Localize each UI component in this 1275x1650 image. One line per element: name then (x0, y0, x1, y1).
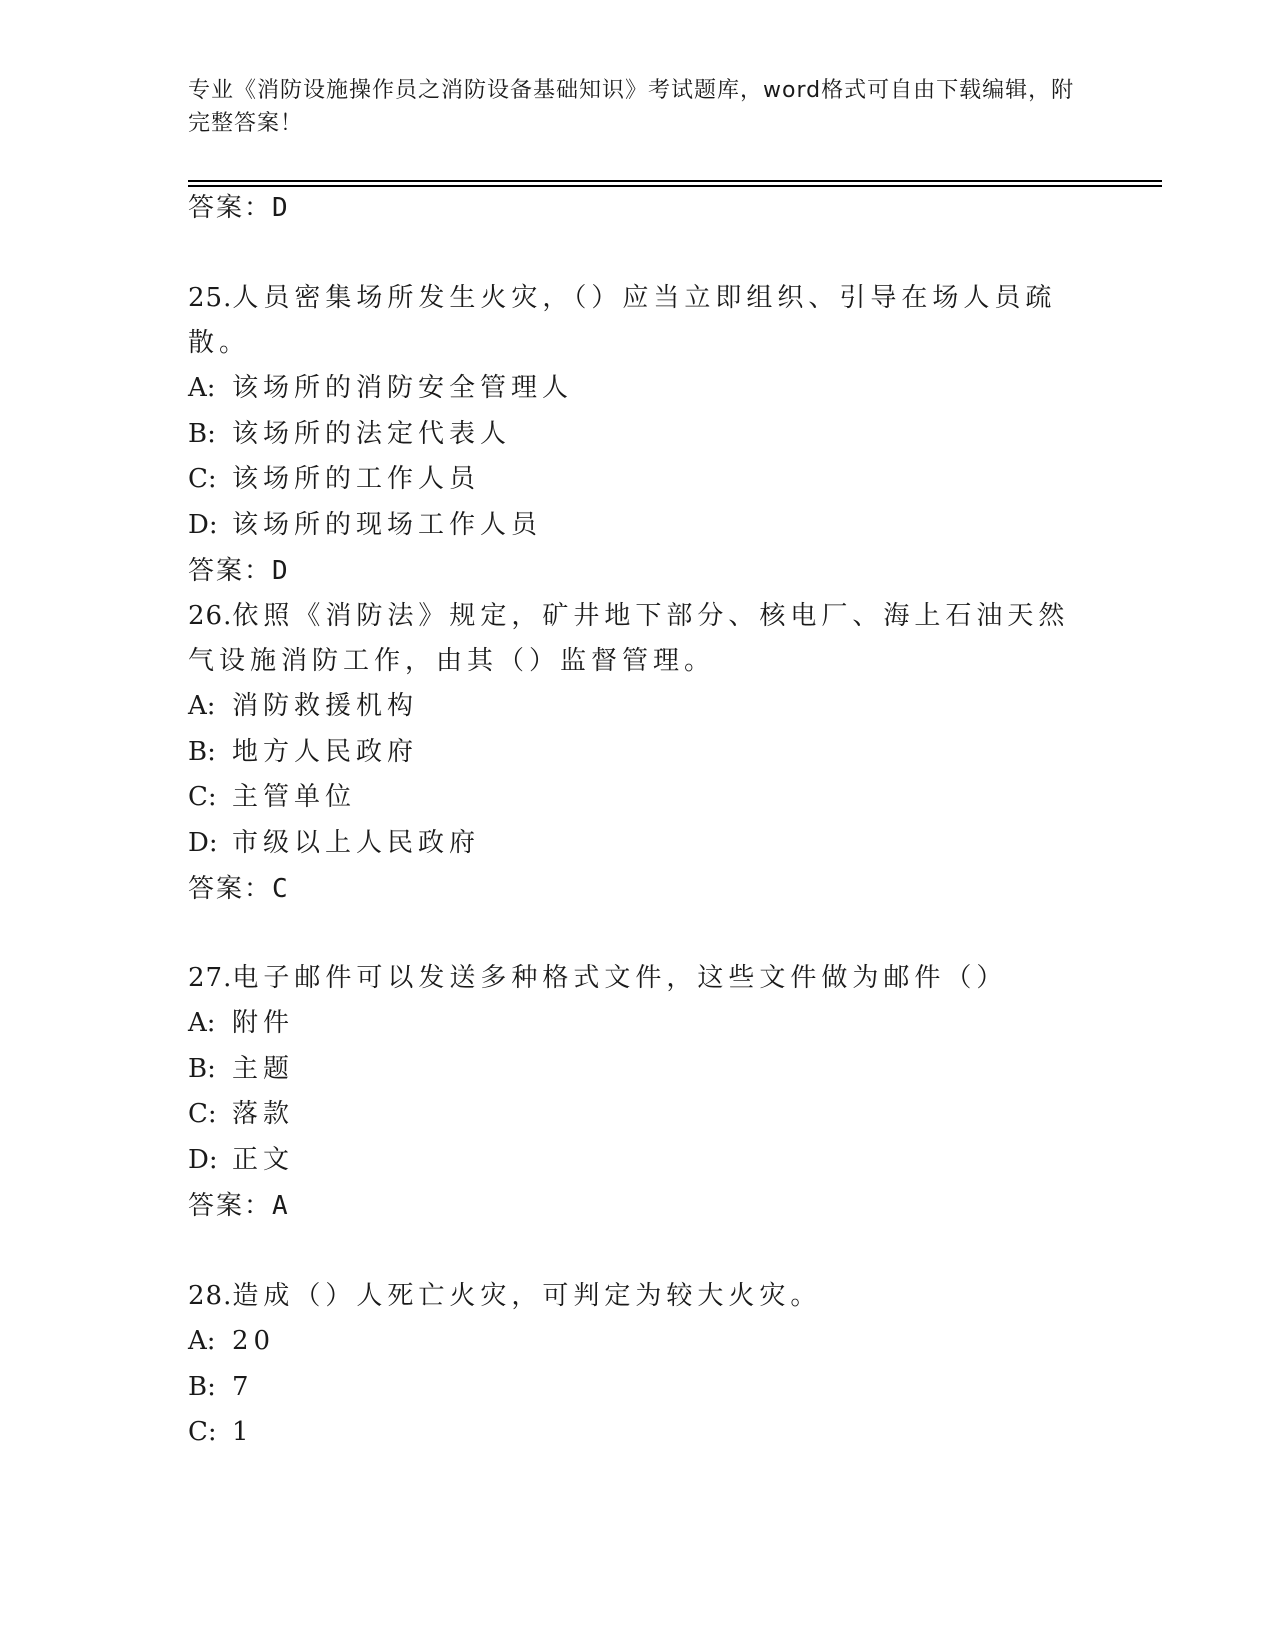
option-key: B: (188, 736, 216, 767)
option-d (188, 821, 1088, 867)
question-answer (188, 1184, 1088, 1229)
question-number: 28. (188, 1281, 233, 1311)
document-header (188, 74, 1088, 140)
question-28 (188, 1274, 1088, 1456)
option-key: C: (188, 464, 217, 494)
answer-label: 答案： (188, 1191, 273, 1221)
option-c (188, 775, 1088, 821)
option-key: A: (188, 1326, 216, 1356)
question-answer (188, 867, 1088, 912)
question-stem (188, 594, 1088, 684)
option-text: 1 (232, 1417, 254, 1447)
option-b (188, 1365, 1088, 1411)
option-d (188, 1138, 1088, 1184)
option-text: 市级以上人民政府 (232, 827, 481, 858)
header-divider-bottom (188, 185, 1162, 187)
question-number: 26. (188, 601, 233, 631)
answer-value: C (272, 874, 288, 904)
option-text: 该场所的工作人员 (232, 464, 481, 494)
question-stem (188, 276, 1088, 366)
option-c (188, 457, 1088, 503)
option-d (188, 503, 1088, 549)
question-stem (188, 956, 1088, 1001)
answer-value: A (272, 1191, 288, 1221)
option-list (188, 684, 1088, 866)
option-key: D: (188, 509, 218, 540)
option-b (188, 412, 1088, 458)
answer-value: D (272, 556, 288, 586)
option-text: 地方人民政府 (232, 736, 419, 767)
option-key: D: (188, 827, 218, 858)
option-a (188, 1319, 1088, 1365)
option-text: 落款 (232, 1099, 295, 1129)
option-key: A: (188, 373, 216, 403)
option-text: 该场所的消防安全管理人 (232, 373, 574, 403)
option-key: B: (188, 418, 216, 449)
question-25 (188, 276, 1088, 594)
option-a (188, 1001, 1088, 1047)
option-key: C: (188, 1417, 217, 1447)
question-number: 25. (188, 283, 233, 313)
question-text: 人员密集场所发生火灾，（）应当立即组织、引导在场人员疏散。 (188, 283, 1057, 358)
option-key: A: (188, 1008, 216, 1038)
option-text: 7 (232, 1371, 254, 1402)
question-number: 27. (188, 963, 233, 993)
answer-value: D (272, 193, 288, 223)
option-key: B: (188, 1053, 216, 1084)
option-b (188, 1047, 1088, 1093)
question-text: 电子邮件可以发送多种格式文件，这些文件做为邮件（） (232, 963, 1008, 993)
option-b (188, 730, 1088, 776)
option-key: C: (188, 1099, 217, 1129)
answer-label: 答案： (188, 556, 273, 586)
option-text: 消防救援机构 (232, 691, 419, 721)
option-a (188, 366, 1088, 412)
question-text: 造成（）人死亡火灾，可判定为较大火灾。 (232, 1281, 822, 1311)
option-key: A: (188, 691, 216, 721)
option-c (188, 1092, 1088, 1138)
option-text: 附件 (232, 1008, 295, 1038)
option-text: 正文 (232, 1144, 295, 1175)
question-text: 依照《消防法》规定，矿井地下部分、核电厂、海上石油天然气设施消防工作，由其（）监督管理。 (188, 601, 1070, 676)
option-text: 该场所的法定代表人 (232, 418, 512, 449)
option-text: 20 (232, 1326, 276, 1356)
option-list (188, 1001, 1088, 1183)
question-27 (188, 956, 1088, 1229)
option-key: B: (188, 1371, 216, 1402)
answer-label: 答案： (188, 874, 273, 904)
question-stem (188, 1274, 1088, 1319)
option-c (188, 1410, 1088, 1456)
option-a (188, 684, 1088, 730)
option-list (188, 1319, 1088, 1456)
option-key: D: (188, 1144, 218, 1175)
previous-answer (188, 190, 288, 226)
header-text: 专业《消防设施操作员之消防设备基础知识》考试题库，word格式可自由下载编辑，附完整答案！ (188, 78, 1075, 136)
question-26 (188, 594, 1088, 912)
option-text: 主题 (232, 1053, 295, 1084)
header-divider-top (188, 180, 1162, 182)
answer-label: 答案： (188, 193, 273, 223)
option-text: 该场所的现场工作人员 (232, 509, 543, 540)
option-key: C: (188, 782, 217, 812)
option-text: 主管单位 (232, 782, 357, 812)
question-answer (188, 549, 1088, 594)
option-list (188, 366, 1088, 548)
